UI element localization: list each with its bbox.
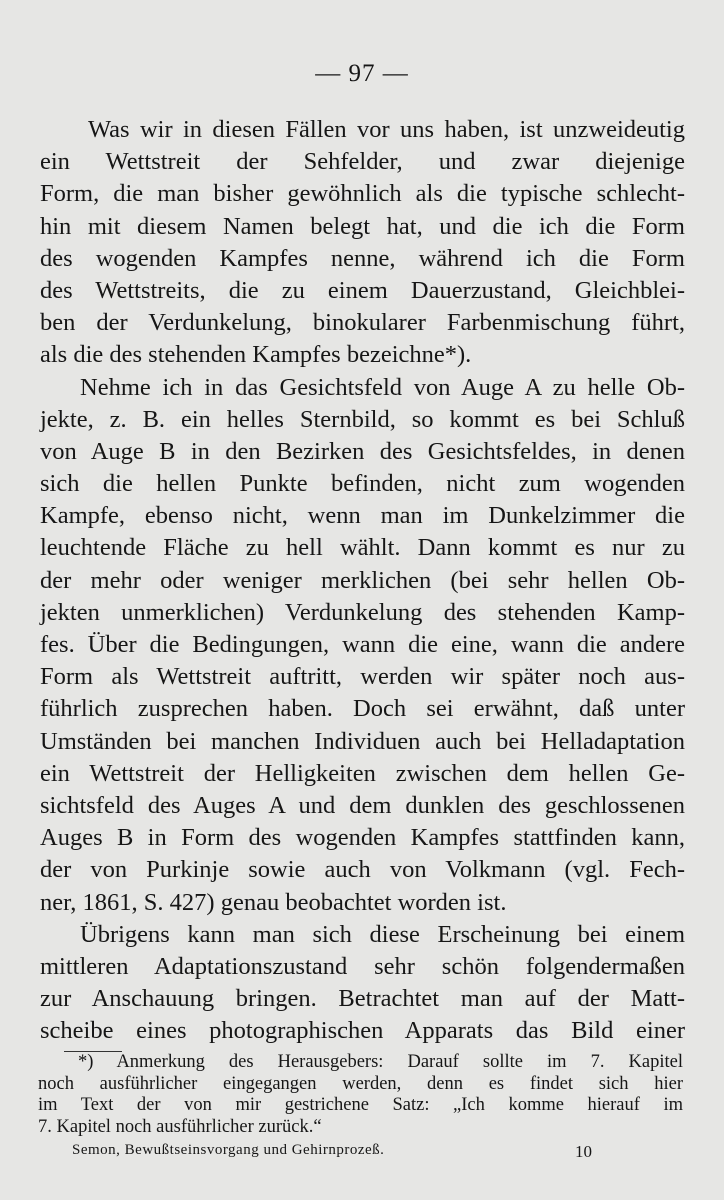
body-text: [40, 114, 685, 1047]
page-number-header: — 97 —: [315, 60, 409, 87]
text-line: mittleren Adaptationszustand sehr schön folgendermaßen: [40, 952, 685, 980]
text-line: Auges B in Form des wogenden Kampfes stattfinden kann,: [40, 824, 685, 852]
text-line: Nehme ich in das Gesichtsfeld von Auge A zu helle Ob-: [80, 373, 685, 401]
text-line: als die des stehenden Kampfes bezeichne*).: [40, 341, 472, 369]
text-line: ner, 1861, S. 427) genau beobachtet worden ist.: [40, 888, 507, 916]
text-line: von Auge B in den Bezirken des Gesichtsfeldes, in denen: [40, 437, 685, 465]
text-line: hin mit diesem Namen belegt hat, und die ich die Form: [40, 212, 685, 240]
text-line: leuchtende Fläche zu hell wählt. Dann kommt es nur zu: [40, 534, 685, 562]
sheet-number: 10: [575, 1142, 592, 1161]
text-line: Was wir in diesen Fällen vor uns haben, ist unzweideutig: [88, 116, 685, 143]
text-line: ben der Verdunkelung, binokularer Farbenmischung führt,: [40, 309, 685, 337]
footnote: [38, 1052, 683, 1138]
text-line: ein Wettstreit der Sehfelder, und zwar diejenige: [40, 148, 685, 176]
footnote-line: 7. Kapitel noch ausführlicher zurück.“: [38, 1116, 322, 1137]
text-line: ein Wettstreit der Helligkeiten zwischen dem hellen Ge-: [40, 759, 685, 787]
text-line: der mehr oder weniger merklichen (bei sehr hellen Ob-: [40, 566, 685, 594]
text-line: zur Anschauung bringen. Betrachtet man auf der Matt-: [40, 985, 685, 1013]
text-line: Form als Wettstreit auftritt, werden wir später noch aus-: [40, 663, 685, 691]
text-line: Umständen bei manchen Individuen auch bei Helladaptation: [40, 727, 685, 755]
footnote-line: *) Anmerkung des Herausgebers: Darauf sollte im 7. Kapitel: [78, 1052, 683, 1072]
signature-mark: Semon, Bewußtseinsvorgang und Gehirnprozeß.: [72, 1142, 385, 1158]
footnote-line: noch ausführlicher eingegangen werden, denn es findet sich hier: [38, 1073, 683, 1094]
text-line: sich die hellen Punkte befinden, nicht zum wogenden: [40, 470, 685, 498]
text-line: sichtsfeld des Auges A und dem dunklen des geschlossenen: [40, 791, 685, 819]
text-line: jekte, z. B. ein helles Sternbild, so kommt es bei Schluß: [40, 405, 685, 433]
text-line: scheibe eines photographischen Apparats das Bild einer: [40, 1017, 685, 1045]
text-line: fes. Über die Bedingungen, wann die eine, wann die andere: [40, 631, 685, 658]
text-line: Übrigens kann man sich diese Erscheinung bei einem: [80, 920, 685, 948]
text-line: der von Purkinje sowie auch von Volkmann (vgl. Fech-: [40, 856, 685, 884]
text-line: des wogenden Kampfes nenne, während ich die Form: [40, 244, 685, 272]
footnote-line: im Text der von mir gestrichene Satz: „Ich komme hierauf im: [38, 1095, 683, 1115]
text-line: führlich zusprechen haben. Doch sei erwähnt, daß unter: [40, 695, 685, 723]
page-footer: [72, 1142, 592, 1162]
text-line: jekten unmerklichen) Verdunkelung des stehenden Kamp-: [40, 598, 685, 626]
text-line: Form, die man bisher gewöhnlich als die typische schlecht-: [40, 180, 685, 208]
text-line: des Wettstreits, die zu einem Dauerzustand, Gleichblei-: [40, 276, 685, 304]
text-line: Kampfe, ebenso nicht, wenn man im Dunkelzimmer die: [40, 502, 685, 530]
